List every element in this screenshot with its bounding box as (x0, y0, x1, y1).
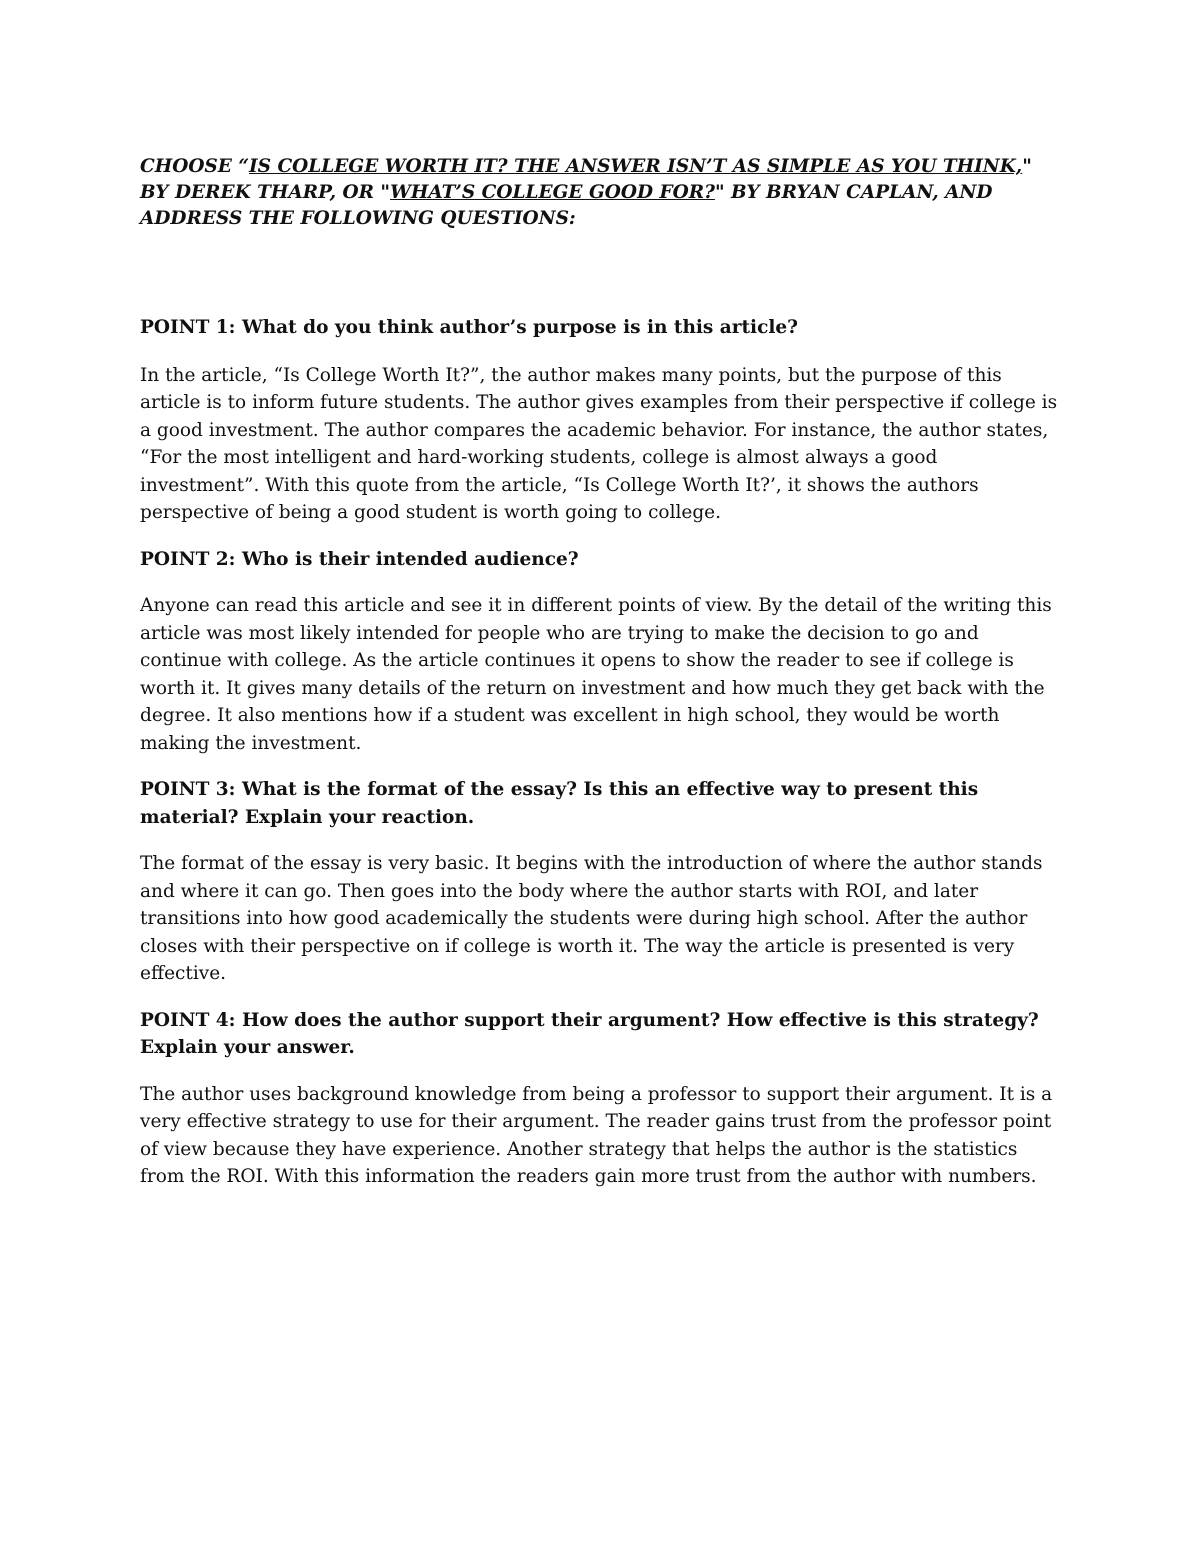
point-3-question: POINT 3: What is the format of the essay? Is this an effective way to present this material? Explain your reaction. (140, 779, 979, 828)
article-title-2: WHAT’S COLLEGE GOOD FOR? (390, 182, 715, 203)
point-2-question: POINT 2: Who is their intended audience? (140, 548, 579, 570)
heading-text-2: " BY DEREK THARP, OR " (140, 156, 1032, 203)
article-title-1: IS COLLEGE WORTH IT? THE ANSWER ISN’T AS SIMPLE AS YOU THINK, (248, 156, 1023, 177)
heading-text-1: CHOOSE “ (140, 156, 249, 177)
point-4-question: POINT 4: How does the author support their argument? How effective is this strategy? Explain your answer. (140, 1009, 1039, 1058)
point-4-answer: The author uses background knowledge from being a professor to support their argument. It is a very effective strategy to use for their argument. The reader gains trust from the professor point of view because they have experience. Another strategy that helps the author is the statistics from the ROI. With this information the readers gain more trust from the author with numbers. (140, 1083, 1053, 1187)
point-1-question: POINT 1: What do you think author’s purpose is in this article? (140, 317, 798, 338)
point-3-answer: The format of the essay is very basic. It begins with the introduction of where the author stands and where it can go. Then goes into the body where the author starts with ROI, and later transitions into how good academically the students were during high school. After the author closes with their perspective on if college is worth it. The way the article is presented is very effective. (140, 853, 1043, 984)
point-2-answer: Anyone can read this article and see it in different points of view. By the detail of the writing this article was most likely intended for people who are trying to make the decision to go and continue with college. As the article continues it opens to show the reader to see if college is worth it. It gives many details of the return on investment and how much they get back with the degree. It also mentions how if a student was excellent in high school, they would be worth making the investment. (140, 595, 1052, 754)
document-content (140, 154, 1062, 1191)
assignment-heading (140, 154, 1062, 232)
heading-text-3: " BY BRYAN CAPLAN, AND ADDRESS THE FOLLOWING QUESTIONS: (140, 182, 993, 229)
point-1-answer: In the article, “Is College Worth It?”, the author makes many points, but the purpose of this article is to inform future students. The author gives examples from their perspective if college is a good investment. The author compares the academic behavior. For instance, the author states, “For the most intelligent and hard-working students, college is almost always a good investment”. With this quote from the article, “Is College Worth It?’, it shows the authors perspective of being a good student is worth going to college. (140, 364, 1058, 523)
